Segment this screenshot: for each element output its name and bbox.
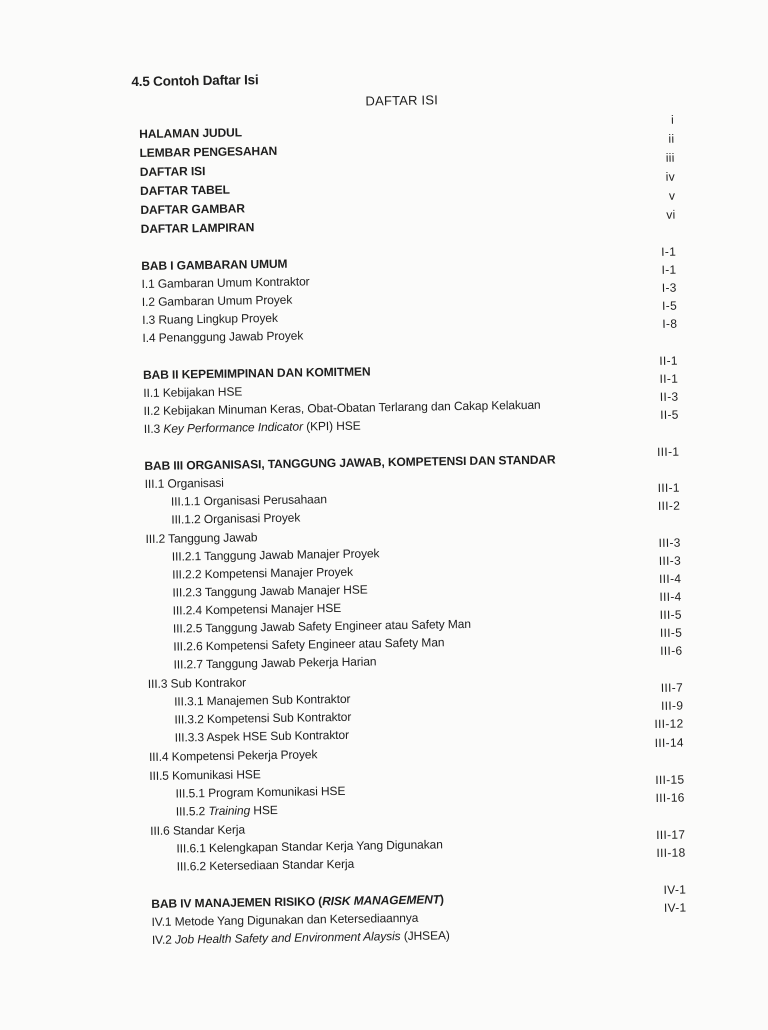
toc-page-number: I-8	[662, 316, 678, 331]
toc-entry: III.6.2 Ketersediaan Standar Kerja	[176, 856, 355, 874]
toc-page-number: III-1	[656, 444, 680, 459]
toc-entry: I.3 Ruang Lingkup Proyek	[142, 310, 278, 328]
toc-entry: III.2.7 Tanggung Jawab Pekerja Harian	[173, 654, 377, 672]
toc-page-number: I-1	[661, 262, 677, 277]
toc-entry-training: III.5.2 Training HSE	[175, 802, 278, 819]
toc-subsection: III.1 Organisasi	[144, 475, 224, 492]
toc-page-number: III-9	[660, 698, 684, 713]
toc-page-number: ii	[668, 131, 675, 146]
toc-chapter-1: BAB I GAMBARAN UMUM	[141, 256, 288, 274]
toc-entry: III.2.5 Tanggung Jawab Safety Engineer atau Safety Man	[172, 616, 471, 636]
toc-page-number: IV-1	[663, 882, 687, 897]
toc-page-number: III-7	[660, 680, 684, 695]
toc-entry: I.4 Penanggung Jawab Proyek	[142, 328, 304, 346]
toc-page-number: III-12	[654, 716, 684, 732]
toc-page-number: II-5	[660, 407, 679, 422]
toc-entry: III.3.2 Kompetensi Sub Kontraktor	[174, 709, 352, 727]
toc-page-number: III-4	[658, 571, 682, 586]
toc-entry: III.2.6 Kompetensi Safety Engineer atau Safety Man	[173, 635, 445, 654]
toc-entry-halaman-judul: HALAMAN JUDUL	[139, 125, 243, 142]
toc-page-number: II-3	[659, 389, 679, 404]
toc-page-number: III-5	[659, 625, 683, 640]
toc-entry-daftar-isi: DAFTAR ISI	[139, 164, 206, 180]
toc-page-number: I-1	[661, 244, 677, 259]
toc-entry: III.5.1 Program Komunikasi HSE	[175, 783, 346, 801]
toc-entry: I.2 Gambaran Umum Proyek	[141, 292, 293, 310]
toc-chapter-4: BAB IV MANAJEMEN RISIKO (RISK MANAGEMENT)	[151, 892, 444, 911]
toc-entry: III.1.1 Organisasi Perusahaan	[170, 492, 327, 509]
toc-subsection: III.3 Sub Kontrakor	[147, 675, 247, 691]
toc-entry: II.2 Kebijakan Minuman Keras, Obat-Obatan Terlarang dan Cakap Kelakuan	[143, 397, 541, 419]
toc-page-number: I-3	[661, 280, 677, 295]
toc-page-number: v	[668, 188, 676, 203]
toc-subsection: III.2 Tanggung Jawab	[145, 530, 258, 547]
toc-page-number: III-5	[659, 607, 682, 622]
toc-entry: III.2.4 Kompetensi Manajer HSE	[172, 600, 342, 618]
toc-page-number: i	[670, 112, 675, 127]
toc-page-number: iii	[665, 150, 675, 165]
toc-entry: III.2.2 Kompetensi Manajer Proyek	[172, 564, 354, 582]
toc-page-number: I-5	[661, 298, 678, 313]
toc-entry: III.2.3 Tanggung Jawab Manajer HSE	[172, 582, 368, 600]
toc-page-number: III-2	[657, 498, 681, 513]
toc-subsection: III.4 Kompetensi Pekerja Proyek	[148, 747, 318, 764]
toc-entry-daftar-lampiran: DAFTAR LAMPIRAN	[140, 220, 255, 237]
toc-chapter-3: BAB III ORGANISASI, TANGGUNG JAWAB, KOMPETENSI DAN STANDAR	[144, 452, 556, 474]
toc-page-number: III-16	[655, 790, 685, 806]
toc-entry: I.1 Gambaran Umum Kontraktor	[141, 274, 310, 292]
toc-subsection: III.6 Standar Kerja	[150, 822, 246, 838]
toc-page-number: III-14	[654, 735, 684, 751]
toc-entry: III.6.1 Kelengkapan Standar Kerja Yang Digunakan	[176, 837, 443, 856]
toc-page-number: IV-1	[663, 900, 687, 915]
toc-page-number: III-3	[658, 535, 681, 550]
toc-page-number: III-3	[658, 553, 682, 568]
toc-entry: IV.1 Metode Yang Digunakan dan Ketersediaannya	[151, 910, 419, 929]
toc-page-number: III-18	[656, 845, 686, 861]
toc-entry-lembar-pengesahan: LEMBAR PENGESAHAN	[139, 143, 278, 161]
toc-page-number: III-4	[659, 589, 682, 604]
toc-entry: II.1 Kebijakan HSE	[143, 384, 243, 401]
toc-subsection: III.5 Komunikasi HSE	[149, 767, 261, 783]
toc-entry-kpi: II.3 Key Performance Indicator (KPI) HSE	[143, 418, 361, 437]
toc-page-number: II-1	[659, 371, 679, 386]
toc-entry-daftar-tabel: DAFTAR TABEL	[140, 182, 230, 199]
toc-page-number: III-15	[655, 772, 685, 788]
toc-entry-jhsea: IV.2 Job Health Safety and Environment Alaysis (JHSEA)	[151, 928, 450, 947]
toc-page-number: III-17	[656, 827, 686, 843]
toc-page-number: III-1	[657, 480, 680, 495]
toc-title: DAFTAR ISI	[365, 92, 439, 109]
toc-page-number: vi	[666, 207, 676, 222]
toc-entry: III.1.2 Organisasi Proyek	[171, 510, 301, 527]
toc-chapter-2: BAB II KEPEMIMPINAN DAN KOMITMEN	[142, 364, 371, 383]
toc-entry: III.2.1 Tanggung Jawab Manajer Proyek	[171, 546, 380, 564]
toc-page-number: iv	[665, 169, 676, 184]
toc-page-number: III-6	[660, 643, 683, 658]
section-heading: 4.5 Contoh Daftar Isi	[131, 72, 259, 90]
toc-entry: III.3.3 Aspek HSE Sub Kontraktor	[174, 727, 350, 745]
toc-entry: III.3.1 Manajemen Sub Kontraktor	[174, 691, 351, 709]
toc-entry-daftar-gambar: DAFTAR GAMBAR	[140, 201, 245, 218]
toc-page-number: II-1	[659, 353, 678, 368]
